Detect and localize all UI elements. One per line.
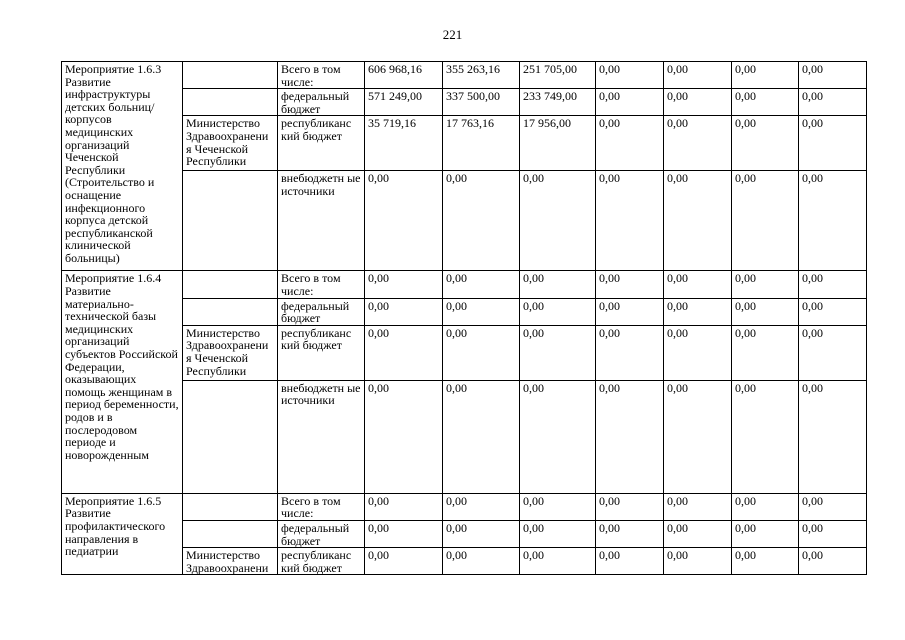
table-row (62, 520, 867, 547)
value-cell: 0,00 (596, 520, 664, 547)
value-cell: 0,00 (732, 493, 799, 520)
value-cell: 0,00 (799, 89, 867, 116)
table-row (62, 116, 867, 171)
value-cell: 0,00 (799, 271, 867, 298)
table-row (62, 493, 867, 520)
value-cell: 0,00 (664, 62, 732, 89)
value-cell: 0,00 (664, 325, 732, 380)
value-cell: 0,00 (520, 548, 596, 575)
value-cell: 251 705,00 (520, 62, 596, 89)
value-cell: 0,00 (443, 520, 520, 547)
value-cell: 0,00 (799, 520, 867, 547)
value-cell: 0,00 (596, 116, 664, 171)
value-cell: 0,00 (443, 493, 520, 520)
source-cell: Всего в том числе: (278, 271, 365, 298)
value-cell: 0,00 (732, 89, 799, 116)
value-cell: 0,00 (596, 62, 664, 89)
value-cell: 0,00 (520, 520, 596, 547)
value-cell: 0,00 (520, 493, 596, 520)
value-cell: 0,00 (732, 520, 799, 547)
source-cell: республиканс кий бюджет (278, 548, 365, 575)
value-cell: 0,00 (732, 171, 799, 271)
table-row (62, 271, 867, 298)
value-cell: 0,00 (520, 380, 596, 493)
value-cell: 0,00 (365, 171, 443, 271)
value-cell: 0,00 (732, 298, 799, 325)
executor-cell (183, 298, 278, 325)
value-cell: 0,00 (732, 116, 799, 171)
value-cell: 0,00 (664, 520, 732, 547)
value-cell: 0,00 (365, 520, 443, 547)
value-cell: 0,00 (799, 493, 867, 520)
value-cell: 0,00 (365, 380, 443, 493)
value-cell: 0,00 (799, 325, 867, 380)
value-cell: 0,00 (799, 298, 867, 325)
value-cell: 17 763,16 (443, 116, 520, 171)
executor-cell (183, 520, 278, 547)
value-cell: 0,00 (443, 325, 520, 380)
value-cell: 0,00 (732, 325, 799, 380)
value-cell: 0,00 (799, 548, 867, 575)
executor-cell (183, 380, 278, 493)
value-cell: 0,00 (365, 325, 443, 380)
value-cell: 606 968,16 (365, 62, 443, 89)
table-row (62, 380, 867, 493)
source-cell: федеральный бюджет (278, 89, 365, 116)
value-cell: 571 249,00 (365, 89, 443, 116)
value-cell: 0,00 (596, 89, 664, 116)
value-cell: 0,00 (596, 493, 664, 520)
value-cell: 0,00 (443, 171, 520, 271)
value-cell: 0,00 (799, 171, 867, 271)
value-cell: 0,00 (520, 171, 596, 271)
source-cell: федеральный бюджет (278, 520, 365, 547)
value-cell: 0,00 (596, 548, 664, 575)
value-cell: 0,00 (520, 271, 596, 298)
value-cell: 17 956,00 (520, 116, 596, 171)
value-cell: 0,00 (443, 548, 520, 575)
value-cell: 0,00 (732, 380, 799, 493)
table-row (62, 62, 867, 89)
source-cell: Всего в том числе: (278, 62, 365, 89)
value-cell: 0,00 (596, 298, 664, 325)
value-cell: 0,00 (664, 89, 732, 116)
budget-table (61, 61, 867, 575)
value-cell: 0,00 (365, 493, 443, 520)
value-cell: 0,00 (664, 493, 732, 520)
executor-cell: Министерство Здравоохранени я Чеченской Республики (183, 325, 278, 380)
value-cell: 337 500,00 (443, 89, 520, 116)
page-number: 221 (442, 27, 463, 42)
value-cell: 0,00 (799, 116, 867, 171)
source-cell: республиканс кий бюджет (278, 325, 365, 380)
table-row (62, 325, 867, 380)
value-cell: 0,00 (443, 298, 520, 325)
event-cell: Мероприятие 1.6.4 Развитие материально-технической базы медицинских организаций субъектов Российской Федерации, оказывающих помощь женщинам в период беременности, родов и в послеродовом периоде и новорожденным (62, 271, 183, 493)
executor-cell (183, 271, 278, 298)
value-cell: 0,00 (596, 380, 664, 493)
source-cell: федеральный бюджет (278, 298, 365, 325)
value-cell: 0,00 (732, 271, 799, 298)
executor-cell: Министерство Здравоохранени (183, 548, 278, 575)
table-row (62, 89, 867, 116)
value-cell: 0,00 (365, 298, 443, 325)
value-cell: 0,00 (664, 171, 732, 271)
value-cell: 0,00 (596, 171, 664, 271)
value-cell: 355 263,16 (443, 62, 520, 89)
table-row (62, 298, 867, 325)
value-cell: 35 719,16 (365, 116, 443, 171)
executor-cell (183, 493, 278, 520)
source-cell: внебюджетн ые источники (278, 171, 365, 271)
value-cell: 0,00 (365, 548, 443, 575)
executor-cell: Министерство Здравоохранени я Чеченской Республики (183, 116, 278, 171)
value-cell: 0,00 (443, 271, 520, 298)
value-cell: 0,00 (365, 271, 443, 298)
value-cell: 0,00 (664, 548, 732, 575)
value-cell: 0,00 (732, 62, 799, 89)
value-cell: 0,00 (799, 380, 867, 493)
value-cell: 0,00 (443, 380, 520, 493)
value-cell: 0,00 (664, 380, 732, 493)
value-cell: 0,00 (732, 548, 799, 575)
value-cell: 0,00 (596, 325, 664, 380)
executor-cell (183, 62, 278, 89)
value-cell: 0,00 (596, 271, 664, 298)
value-cell: 233 749,00 (520, 89, 596, 116)
table-row (62, 171, 867, 271)
executor-cell (183, 171, 278, 271)
value-cell: 0,00 (664, 298, 732, 325)
value-cell: 0,00 (520, 298, 596, 325)
value-cell: 0,00 (664, 271, 732, 298)
value-cell: 0,00 (520, 325, 596, 380)
table-row (62, 548, 867, 575)
source-cell: Всего в том числе: (278, 493, 365, 520)
event-cell: Мероприятие 1.6.3 Развитие инфраструктуры детских больниц/корпусов медицинских организаций Чеченской Республики (Строительство и оснащение инфекционного корпуса детской республиканской клинической больницы) (62, 62, 183, 271)
event-cell: Мероприятие 1.6.5 Развитие профилактического направления в педиатрии (62, 493, 183, 575)
value-cell: 0,00 (799, 62, 867, 89)
source-cell: внебюджетн ые источники (278, 380, 365, 493)
executor-cell (183, 89, 278, 116)
value-cell: 0,00 (664, 116, 732, 171)
source-cell: республиканс кий бюджет (278, 116, 365, 171)
